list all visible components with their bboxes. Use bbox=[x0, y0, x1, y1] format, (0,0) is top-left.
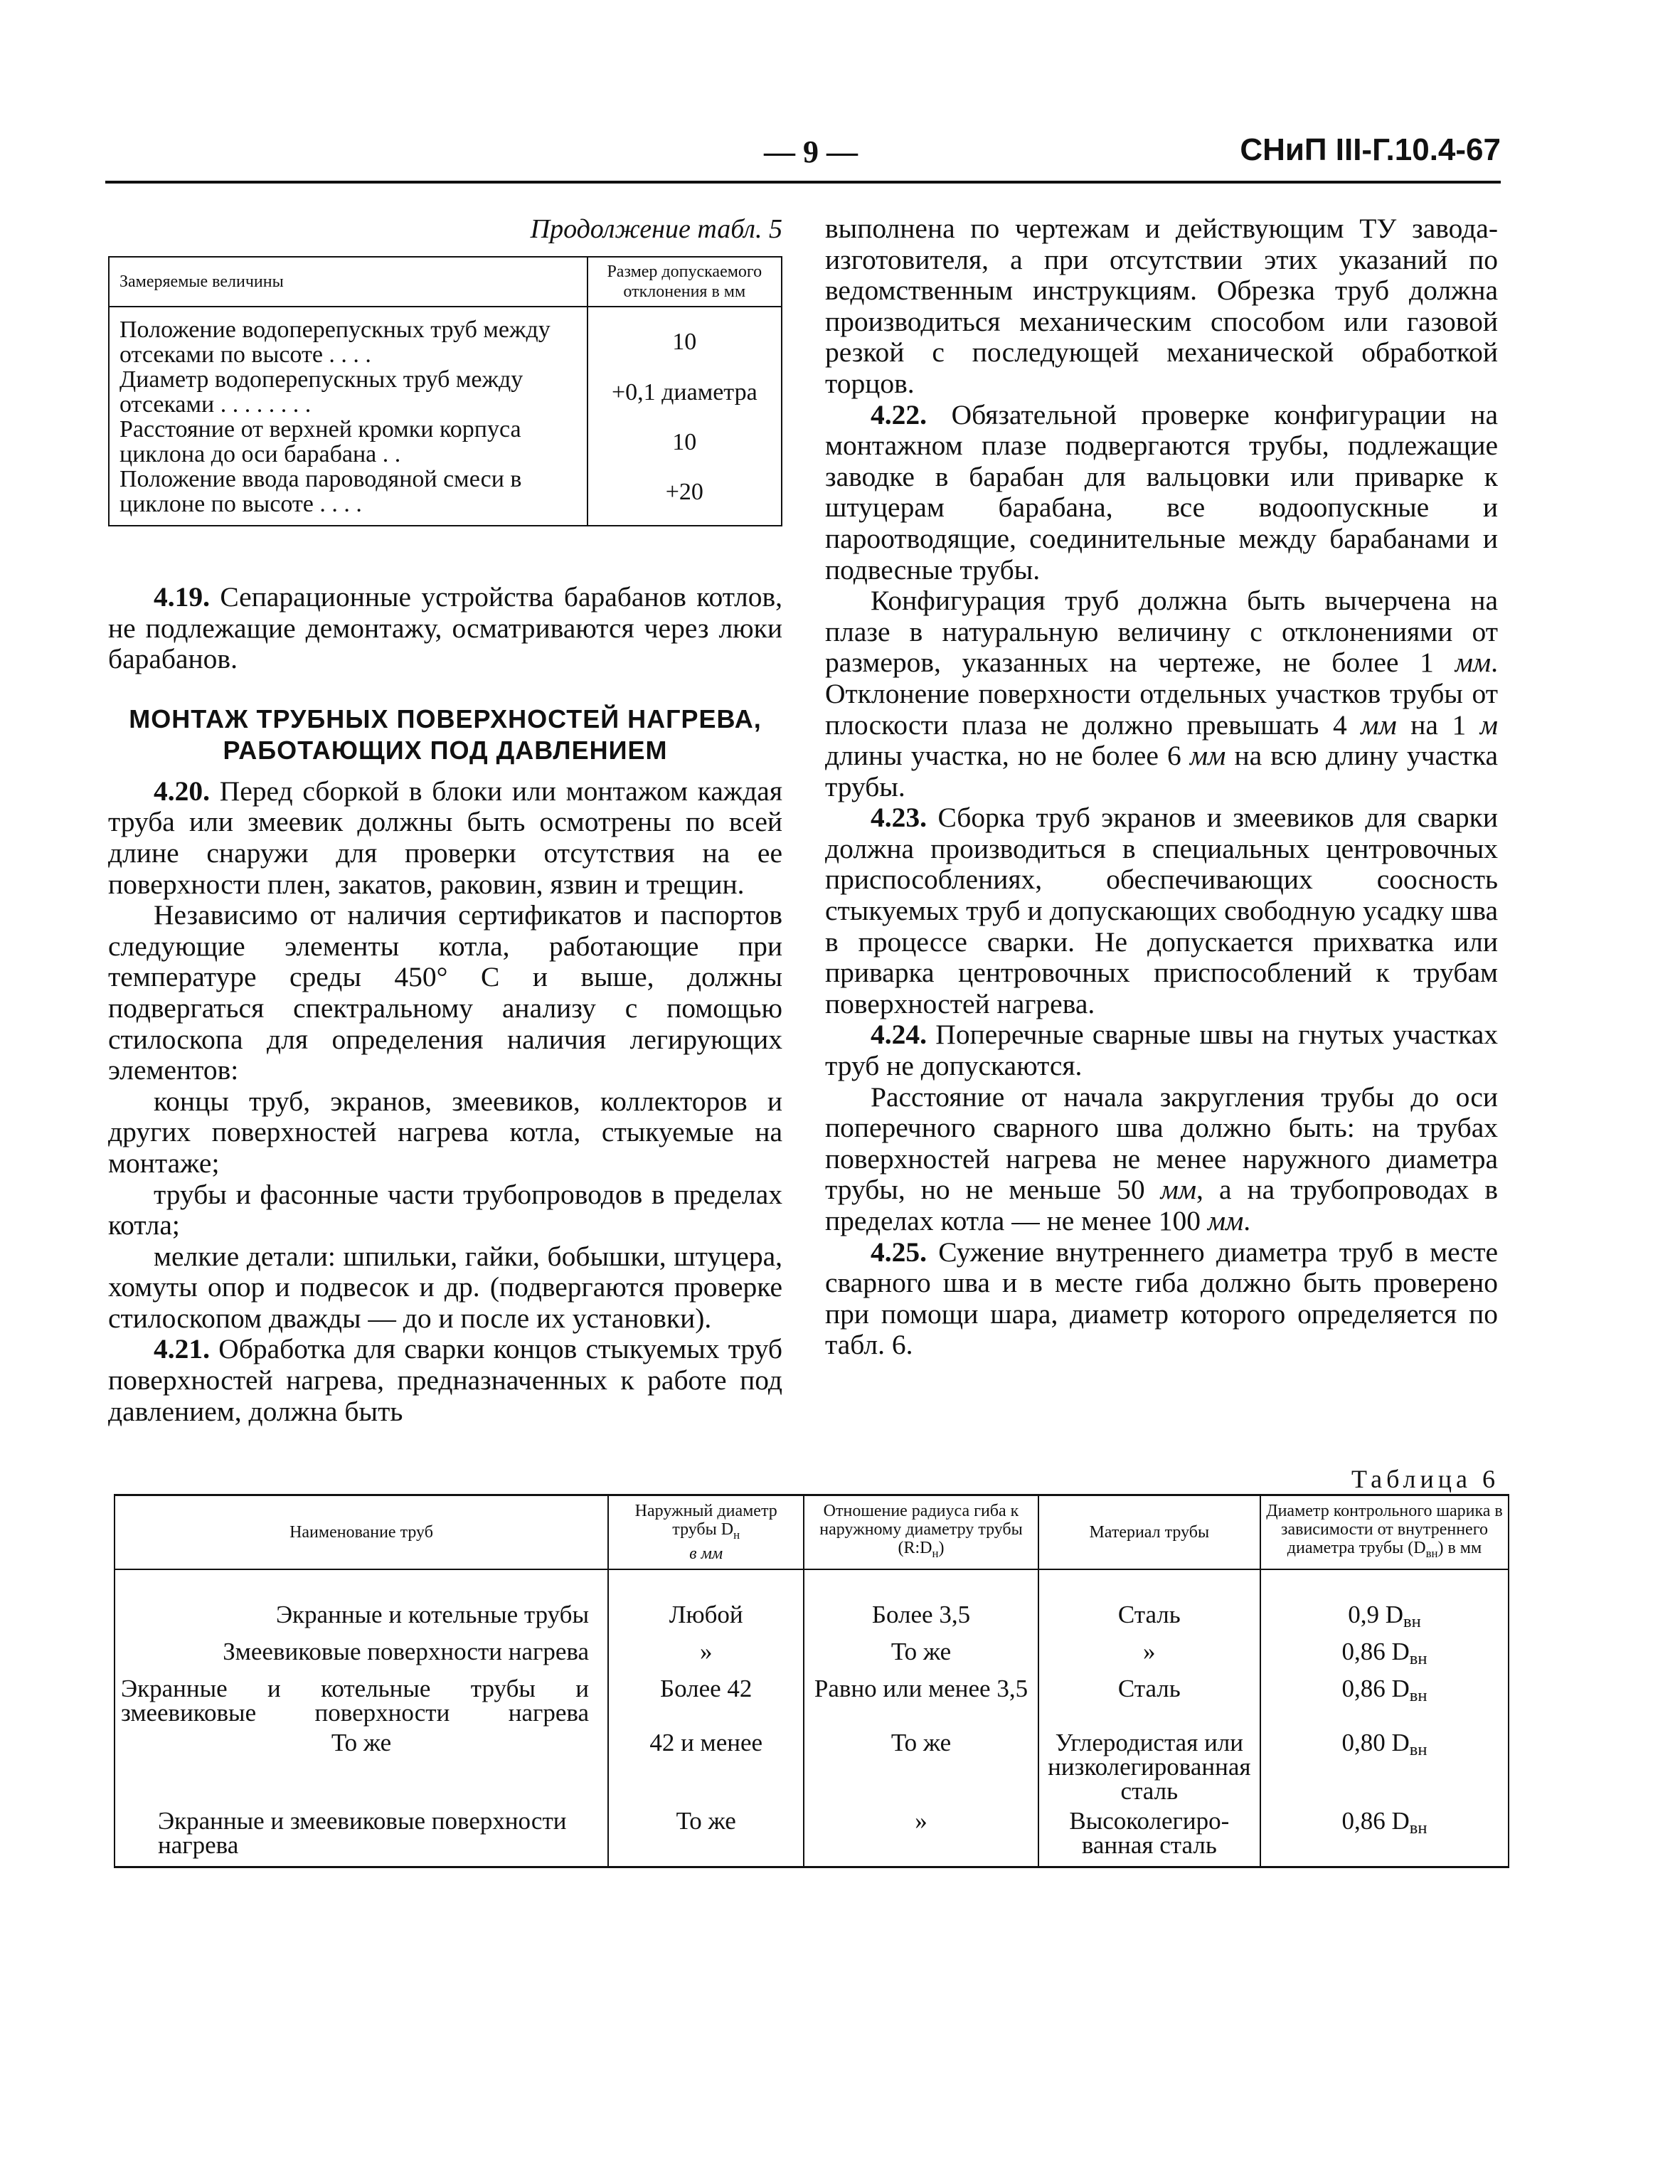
clause-number: 4.24. bbox=[871, 1019, 927, 1051]
paragraph-4-22 bbox=[825, 400, 1498, 586]
table6-cell-ratio: То же bbox=[804, 1728, 1038, 1806]
table6-cell-diameter: Более 42 bbox=[608, 1674, 804, 1728]
paragraph-text: . Отклонение поверхности отдельных участков трубы от плоскости плаза не должно превышать 4 bbox=[825, 647, 1498, 741]
header-text: Наружный диаметр трубы D bbox=[634, 1502, 777, 1539]
table6-cell-ball bbox=[1260, 1806, 1509, 1867]
table5-cell-value: 10 bbox=[588, 307, 782, 367]
table6-cell-name: Экранные и котельные трубы bbox=[115, 1569, 608, 1637]
table6-header-ball bbox=[1260, 1495, 1509, 1570]
table6-header-material: Материал трубы bbox=[1038, 1495, 1260, 1570]
table6-cell-material: Высоколегированная сталь bbox=[1038, 1806, 1260, 1867]
unit-mm: мм bbox=[1160, 1174, 1197, 1206]
table6-caption: Таблица 6 bbox=[1351, 1465, 1499, 1493]
table6-cell-diameter: Любой bbox=[608, 1569, 804, 1637]
table5-cell-name: Расстояние от верхней кромки корпуса циклона до оси барабана . . bbox=[109, 417, 588, 467]
table-row bbox=[115, 1806, 1509, 1867]
cell-subscript: вн bbox=[1409, 1740, 1428, 1759]
cell-text: 0,86 D bbox=[1341, 1675, 1410, 1702]
right-column bbox=[825, 213, 1498, 1361]
cell-text: 0,86 D bbox=[1341, 1638, 1410, 1665]
paragraph-4-25 bbox=[825, 1237, 1498, 1361]
cell-subscript: вн bbox=[1409, 1818, 1428, 1838]
table-row bbox=[115, 1569, 1509, 1637]
clause-number: 4.22. bbox=[871, 398, 927, 430]
header-subscript: н bbox=[733, 1528, 740, 1542]
paragraph-text: Конфигурация труб должна быть вычерчена на плазе в натуральную величину с отклонениями от размеров, указанных на чертеже, не более 1 bbox=[825, 585, 1498, 679]
cell-text: 0,80 D bbox=[1341, 1729, 1410, 1756]
table6-header-ratio bbox=[804, 1495, 1038, 1570]
header-text: ) bbox=[938, 1539, 945, 1557]
paragraph-text: Поперечные сварные швы на гнутых участках труб не допускаются. bbox=[825, 1019, 1498, 1082]
paragraph-text: Перед сборкой в блоки или монтажом каждая труба или змеевик должны быть осмотрены по всей длине снаружи для проверки отсутствия на ее поверхности плен, закатов, раковин, язвин и трещин. bbox=[108, 775, 782, 900]
table6-cell-ball bbox=[1260, 1674, 1509, 1728]
paragraph-4-24 bbox=[825, 1019, 1498, 1081]
header-rule bbox=[105, 181, 1501, 184]
cell-text: 0,9 D bbox=[1348, 1601, 1404, 1628]
table5-cell-value: 10 bbox=[588, 417, 782, 467]
clause-number: 4.20. bbox=[154, 775, 210, 807]
paragraph-4-21 bbox=[108, 1334, 782, 1427]
paragraph-4-20-b: Независимо от наличия сертификатов и паспортов следующие элементы котла, работающие при температуре среды 450° С и выше, должны подвергаться спектральному анализу с помощью стилоскопа для определения наличия легирующих элементов: bbox=[108, 899, 782, 1086]
paragraph-4-22-b bbox=[825, 585, 1498, 802]
left-column bbox=[108, 582, 782, 1427]
table5-cell-name: Положение ввода пароводяной смеси в циклоне по высоте . . . . bbox=[109, 467, 588, 526]
table6-header-diameter bbox=[608, 1495, 804, 1570]
table6-cell-material: » bbox=[1038, 1637, 1260, 1674]
table-row bbox=[109, 307, 782, 367]
table6-cell-diameter: 42 и менее bbox=[608, 1728, 804, 1806]
paragraph-text: Сужение внутреннего диаметра труб в месте сварного шва и в месте гиба должно быть проверено при помощи шара, диаметр которого определяется по табл. 6. bbox=[825, 1236, 1498, 1361]
unit-mm: мм bbox=[1361, 709, 1397, 741]
clause-number: 4.21. bbox=[154, 1333, 210, 1365]
cell-subscript: вн bbox=[1403, 1612, 1421, 1631]
unit-mm: мм bbox=[1189, 740, 1226, 772]
table6-cell-name: Экранные и змеевиковые поверхности нагрева bbox=[115, 1806, 608, 1867]
table6-cell-name: Экранные и котельные трубы и змеевиковые поверхности нагрева bbox=[115, 1674, 608, 1728]
table-row bbox=[109, 467, 782, 526]
header-subscript: н bbox=[932, 1547, 939, 1560]
table6-cell-ball bbox=[1260, 1728, 1509, 1806]
header-text: в мм bbox=[689, 1544, 723, 1563]
list-item: мелкие детали: шпильки, гайки, бобышки, штуцера, хомуты опор и подвесок и др. (подвергаются проверке стилоскопом дважды — до и после их установки). bbox=[108, 1240, 782, 1334]
header-text: Отношение радиуса гиба к наружному диаметру трубы (R:D bbox=[819, 1502, 1023, 1557]
table5 bbox=[108, 256, 782, 526]
document-code: СНиП III-Г.10.4-67 bbox=[1240, 132, 1501, 167]
paragraph-4-20 bbox=[108, 776, 782, 900]
paragraph-text: Расстояние от начала закругления трубы до оси поперечного сварного шва должно быть: на трубах поверхностей нагрева не менее наружного диаметра трубы, но не меньше 50 bbox=[825, 1081, 1498, 1206]
header-text: Диаметр контрольного шарика в зависимости от внутреннего диаметра трубы (D bbox=[1266, 1502, 1503, 1557]
table6-cell-material: Сталь bbox=[1038, 1569, 1260, 1637]
header-text: ) в мм bbox=[1437, 1539, 1482, 1557]
paragraph-text: на 1 bbox=[1396, 709, 1480, 741]
list-item: трубы и фасонные части трубопроводов в пределах котла; bbox=[108, 1178, 782, 1241]
paragraph-4-19 bbox=[108, 582, 782, 675]
paragraph-text: Обработка для сварки концов стыкуемых труб поверхностей нагрева, предназначенных к работе под давлением, должна быть bbox=[108, 1333, 782, 1427]
paragraph-text: Сборка труб экранов и змеевиков для сварки должна производиться в специальных центровочных приспособлениях, обеспечивающих соосность стыкуемых труб и допускающих свободную усадку шва в процессе сварки. Не допускается прихватка или приварка центровочных приспособлений к трубам поверхностей нагрева. bbox=[825, 802, 1498, 1019]
paragraph-4-23 bbox=[825, 802, 1498, 1019]
paragraph-4-24-b bbox=[825, 1082, 1498, 1237]
unit-m: м bbox=[1479, 709, 1499, 741]
table6-cell-ratio: » bbox=[804, 1806, 1038, 1867]
table6-cell-ratio: Более 3,5 bbox=[804, 1569, 1038, 1637]
table6-cell-diameter: » bbox=[608, 1637, 804, 1674]
table-row bbox=[115, 1637, 1509, 1674]
table5-cell-value: +20 bbox=[588, 467, 782, 526]
cell-subscript: вн bbox=[1409, 1686, 1428, 1705]
table6 bbox=[114, 1494, 1509, 1868]
table6-cell-name: Змеевиковые поверхности нагрева bbox=[115, 1637, 608, 1674]
paragraph-text: на всю длину участка трубы. bbox=[825, 740, 1498, 802]
paragraph-text: Сепарационные устройства барабанов котлов, не подлежащие демонтажу, осматриваются через люки барабанов. bbox=[108, 581, 782, 675]
table6-cell-material: Сталь bbox=[1038, 1674, 1260, 1728]
table-row bbox=[109, 367, 782, 417]
table6-cell-ball bbox=[1260, 1569, 1509, 1637]
clause-number: 4.19. bbox=[154, 581, 210, 613]
table5-cell-name: Положение водоперепускных труб между отсеками по высоте . . . . bbox=[109, 307, 588, 367]
table6-header-name: Наименование труб bbox=[115, 1495, 608, 1570]
table5-header-tolerance: Размер допускаемого отклонения в мм bbox=[588, 257, 782, 307]
header-subscript: вн bbox=[1425, 1547, 1438, 1560]
table5-cell-value: +0,1 диаметра bbox=[588, 367, 782, 417]
paragraph-text: Обязательной проверке конфигурации на монтажном плазе подвергаются трубы, подлежащие заводке в барабан для вальцовки или приварке к штуцерам барабана, все водоопускные и пароотводящие, соединительные между барабанами и подвесные трубы. bbox=[825, 398, 1498, 585]
table6-cell-ratio: Равно или менее 3,5 bbox=[804, 1674, 1038, 1728]
clause-number: 4.23. bbox=[871, 802, 927, 834]
table5-header-quantity: Замеряемые величины bbox=[109, 257, 588, 307]
cell-text: 0,86 D bbox=[1341, 1807, 1410, 1835]
list-item: концы труб, экранов, змеевиков, коллекторов и других поверхностей нагрева котла, стыкуемые на монтаже; bbox=[108, 1085, 782, 1179]
table6-cell-material: Углеродистая или низколегированная сталь bbox=[1038, 1728, 1260, 1806]
clause-number: 4.25. bbox=[871, 1236, 927, 1268]
table6-cell-name: То же bbox=[115, 1728, 608, 1806]
table6-cell-diameter: То же bbox=[608, 1806, 804, 1867]
table6-cell-ball bbox=[1260, 1637, 1509, 1674]
table-row bbox=[115, 1728, 1509, 1806]
cell-subscript: вн bbox=[1409, 1649, 1428, 1668]
table-row bbox=[109, 417, 782, 467]
table6-cell-ratio: То же bbox=[804, 1637, 1038, 1674]
page-number: — 9 — bbox=[764, 134, 858, 169]
paragraph-4-21-cont: выполнена по чертежам и действующим ТУ завода-изготовителя, а при отсутствии этих указаний по ведомственным инструкциям. Обрезка труб должна производиться механическим способом или газовой резкой с последующей механической обработкой торцов. bbox=[825, 213, 1498, 399]
table5-continuation: Продолжение табл. 5 bbox=[530, 214, 782, 244]
section-title: МОНТАЖ ТРУБНЫХ ПОВЕРХНОСТЕЙ НАГРЕВА, РАБОТАЮЩИХ ПОД ДАВЛЕНИЕМ bbox=[129, 704, 762, 765]
unit-mm: мм bbox=[1455, 647, 1492, 679]
paragraph-text: , а на трубопроводах в пределах котла — не менее 100 bbox=[825, 1174, 1499, 1236]
table-row bbox=[115, 1674, 1509, 1728]
paragraph-text: . bbox=[1243, 1205, 1251, 1236]
table5-cell-name: Диаметр водоперепускных труб между отсеками . . . . . . . . bbox=[109, 367, 588, 417]
paragraph-text: длины участка, но не более 6 bbox=[825, 740, 1190, 772]
unit-mm: мм bbox=[1207, 1205, 1244, 1236]
